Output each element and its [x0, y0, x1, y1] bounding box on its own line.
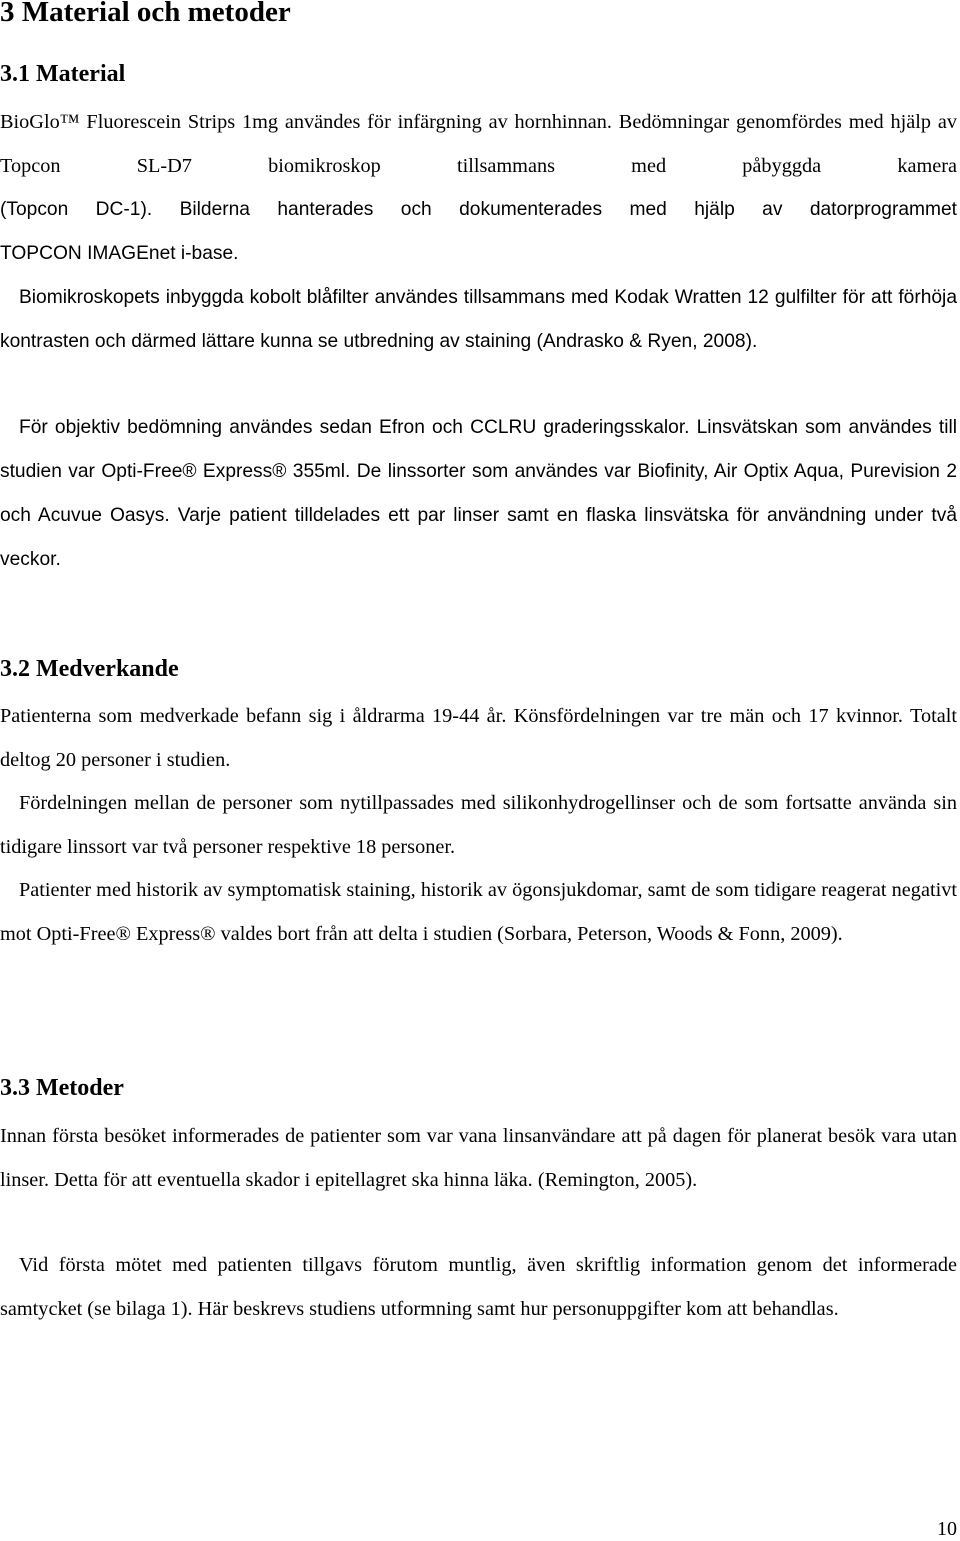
material-paragraph-1-line-4: TOPCON IMAGEnet i-base.: [0, 243, 239, 264]
chapter-title: 3 Material och metoder: [0, 0, 291, 28]
section-heading-methods: 3.3 Metoder: [0, 1075, 124, 1101]
material-paragraph-1-line-3: (Topcon DC-1). Bilderna hanterades och dokumenterades med hjälp av datorprogrammet: [0, 199, 957, 220]
material-paragraph-1: BioGlo™ Fluorescein Strips 1mg användes för infärgning av hornhinnan. Bedömningar genomfördes med hjälp av Topcon SL-D7 biomikroskop tillsammans med påbyggda kamera: [0, 111, 957, 177]
participants-paragraph-1: Patienterna som medverkade befann sig i åldrarma 19-44 år. Könsfördelningen var tre män och 17 kvinnor. Totalt deltog 20 personer i studien.: [0, 705, 957, 771]
section-heading-material: 3.1 Material: [0, 61, 126, 87]
material-paragraph-2: Biomikroskopets inbyggda kobolt blåfilter användes tillsammans med Kodak Wratten 12 gulfilter för att förhöja kontrasten och därmed lättare kunna se utbredning av staining (Andrasko & Ryen, 2008).: [0, 287, 957, 352]
participants-paragraph-2: Fördelningen mellan de personer som nytillpassades med silikonhydrogellinser och de som fortsatte använda sin tidigare linssort var två personer respektive 18 personer.: [0, 792, 957, 858]
participants-paragraph-3: Patienter med historik av symptomatisk staining, historik av ögonsjukdomar, samt de som tidigare reagerat negativt mot Opti-Free® Express® valdes bort från att delta i studien (Sorbara, Peterson, Woods & Fonn, 2009).: [0, 879, 957, 945]
methods-paragraph-2: Vid första mötet med patienten tillgavs förutom muntlig, även skriftlig information genom det informerade samtycket (se bilaga 1). Här beskrevs studiens utformning samt hur personuppgifter kom att behandlas.: [0, 1254, 957, 1320]
material-paragraph-3: För objektiv bedömning användes sedan Efron och CCLRU graderingsskalor. Linsvätskan som användes till studien var Opti-Free® Express® 355ml. De linssorter som användes var Biofinity, Air Optix Aqua, Purevision 2 och Acuvue Oasys. Varje patient tilldelades ett par linser samt en flaska linsvätska för användning under två veckor.: [0, 417, 957, 570]
page-number: 10: [937, 1518, 957, 1540]
section-heading-participants: 3.2 Medverkande: [0, 656, 179, 682]
methods-paragraph-1: Innan första besöket informerades de patienter som var vana linsanvändare att på dagen för planerat besök vara utan linser. Detta för att eventuella skador i epitellagret ska hinna läka. (Remington, 2005).: [0, 1125, 957, 1191]
